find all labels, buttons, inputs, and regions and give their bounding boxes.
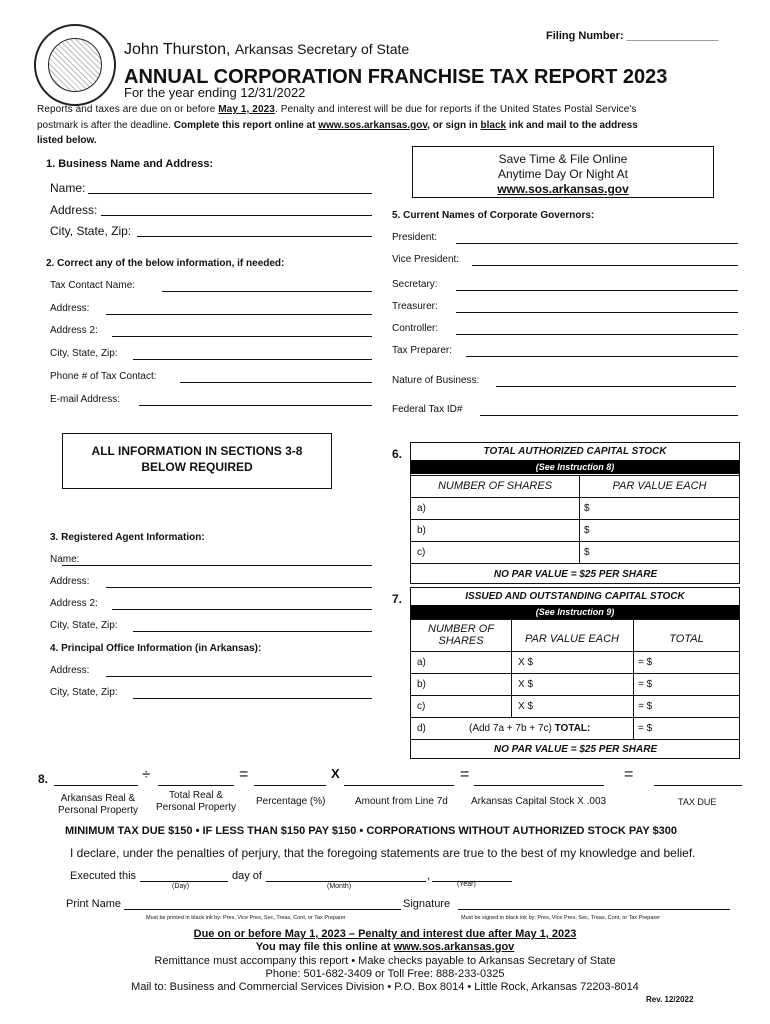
tax-contact-phone-label: Phone # of Tax Contact: [50,371,157,382]
tax-preparer-field[interactable] [466,356,738,357]
footer-due: Due on or before May 1, 2023 – Penalty and interest due after May 1, 2023 [193,928,577,940]
row-d-label: d) [417,723,426,734]
label-capital-stock: Arkansas Capital Stock X .003 [471,796,607,807]
line-7d-amount-field[interactable] [344,785,454,786]
tax-preparer-label: Tax Preparer: [392,345,453,356]
secretary-title: Arkansas Secretary of State [234,41,410,57]
business-name-field[interactable] [88,193,372,194]
nature-of-business-field[interactable] [496,386,736,387]
tax-contact-name-label: Tax Contact Name: [50,280,136,291]
print-name-field[interactable] [124,909,401,910]
executed-label: Executed this [70,870,137,882]
issued-no-par-note: NO PAR VALUE = $25 PER SHARE [411,739,740,759]
label-tax-due: TAX DUE [678,797,717,807]
total-property-field[interactable] [158,785,234,786]
intro-text: . Penalty and interest will be due for reports if the United States Postal Service's [274,104,637,115]
office-address-field[interactable] [106,676,372,677]
section8-number: 8. [38,772,49,786]
required-line-2: BELOW REQUIRED [141,460,253,474]
required-notice-box [62,433,332,489]
sign-note: Must be signed in black ink by: Pres, Vice Pres, Sec, Treas, Cont, or Tax Preparer [461,915,661,921]
agent-address-label: Address: [50,576,90,587]
row-d-eq[interactable]: = $ [638,723,653,734]
row-label: c) [417,547,426,558]
agent-city-field[interactable] [133,631,372,632]
day-of-label: day of [232,870,262,882]
col-number-of-shares: NUMBER OF SHARES [411,475,579,495]
nature-of-business-label: Nature of Business: [392,375,480,386]
sos-link[interactable]: www.sos.arkansas.gov [318,120,428,131]
label-ar-property [52,793,144,817]
tax-contact-address2-field[interactable] [112,336,372,337]
agent-name-label: Name: [50,554,80,565]
footer-online [0,941,770,953]
row-label: a) [417,657,426,668]
office-city-field[interactable] [133,698,372,699]
equals-dollar: = $ [638,679,653,690]
footer-phone: Phone: 501-682-3409 or Toll Free: 888-233-0325 [265,968,505,980]
business-city-field[interactable] [137,236,372,237]
president-field[interactable] [456,243,738,244]
label-line-7d: Amount from Line 7d [355,796,448,807]
state-seal [34,24,116,106]
footer-mail: Mail to: Business and Commercial Services Division • P.O. Box 8014 • Little Rock, Arkansas 72203-8014 [131,981,639,993]
label-ar-property-l1: Arkansas Real & [60,793,136,804]
authorized-stock-title: TOTAL AUTHORIZED CAPITAL STOCK [483,446,667,457]
tax-contact-phone-field[interactable] [180,382,372,383]
col-issued-total: TOTAL [633,619,740,649]
filing-number: Filing Number: _______________ [546,30,719,42]
tax-contact-city-field[interactable] [133,359,372,360]
agent-address-field[interactable] [106,587,372,588]
ar-property-field[interactable] [54,785,138,786]
label-percentage: Percentage (%) [256,796,326,807]
signature-label: Signature [403,898,451,910]
times-dollar: X $ [518,679,534,690]
tax-contact-email-field[interactable] [139,405,372,406]
controller-label: Controller: [392,323,439,334]
federal-tax-id-label: Federal Tax ID# [392,404,463,415]
label-total-property-l1: Total Real & [169,790,223,801]
section3-title: 3. Registered Agent Information: [50,532,205,543]
business-address-label: Address: [50,203,98,217]
tax-contact-city-label: City, State, Zip: [50,348,118,359]
issued-total-row [411,717,740,739]
col-issued-shares-line1: NUMBER OF [428,623,494,635]
secretary-field[interactable] [456,290,738,291]
business-city-label: City, State, Zip: [50,224,132,238]
section1-title: 1. Business Name and Address: [46,158,214,170]
tax-contact-address-label: Address: [50,303,90,314]
revision: Rev. 12/2022 [646,995,694,1004]
executed-month-field[interactable] [266,881,426,882]
equals-dollar: = $ [638,701,653,712]
equals-dollar: = $ [638,657,653,668]
footer-remit: Remittance must accompany this report • Make checks payable to Arkansas Secretary of State [154,955,616,967]
authorized-stock-row[interactable] [411,541,740,563]
times-dollar: X $ [518,701,534,712]
issued-stock-row[interactable] [411,695,740,717]
month-caption: (Month) [327,883,352,890]
agent-address2-field[interactable] [112,609,372,610]
tax-contact-name-field[interactable] [162,291,372,292]
online-filing-box [412,146,714,198]
agent-city-label: City, State, Zip: [50,620,118,631]
online-line-2: Anytime Day Or Night At [497,167,629,181]
issued-stock-instruction: (See Instruction 9) [411,605,739,619]
issued-stock-row[interactable] [411,673,740,695]
label-ar-property-l2: Personal Property [57,805,139,816]
tax-contact-address2-label: Address 2: [50,325,98,336]
vice-president-field[interactable] [472,265,738,266]
agent-address2-label: Address 2: [50,598,98,609]
equals-symbol: = [624,766,634,783]
section6-number: 6. [392,447,403,461]
authorized-no-par-note: NO PAR VALUE = $25 PER SHARE [411,563,740,584]
treasurer-field[interactable] [456,312,738,313]
year-ending: For the year ending 12/31/2022 [124,85,306,100]
intro-text: black [480,120,507,131]
section2-title: 2. Correct any of the below information, if needed: [46,258,285,269]
minimum-tax-note: MINIMUM TAX DUE $150 • IF LESS THAN $150 PAY $150 • CORPORATIONS WITHOUT AUTHORIZED STOCK PAY $300 [65,825,678,837]
signature-field[interactable] [458,909,730,910]
authorized-stock-row[interactable] [411,497,740,519]
declaration: I declare, under the penalties of perjury, that the foregoing statements are true to the best of my knowledge and belief. [70,846,696,860]
online-url[interactable]: www.sos.arkansas.gov [497,182,629,196]
row-d-formula: (Add 7a + 7b + 7c) [469,723,555,734]
federal-tax-id-field[interactable] [480,415,738,416]
intro-text: postmark is after the deadline. [37,120,174,131]
label-total-property-l2: Personal Property [155,802,237,813]
print-note: Must be printed in black ink by: Pres, Vice Pres, Sec, Treas, Cont, or Tax Preparer [146,915,346,921]
secretary-line [124,41,409,59]
tax-contact-address-field[interactable] [106,314,372,315]
divide-symbol: ÷ [142,766,151,783]
tax-due-field[interactable] [654,785,742,786]
footer-online-link[interactable]: www.sos.arkansas.gov [393,941,515,953]
row-d-total-label: TOTAL: [554,723,591,734]
intro-line-2 [37,120,638,131]
agent-name-field[interactable] [62,565,372,566]
secretary-label: Secretary: [392,279,438,290]
required-line-1: ALL INFORMATION IN SECTIONS 3-8 [91,444,303,458]
col-issued-shares-line2: SHARES [438,635,484,647]
intro-text: Reports and taxes are due on or before [37,104,219,115]
tax-contact-email-label: E-mail Address: [50,394,121,405]
issued-stock-title: ISSUED AND OUTSTANDING CAPITAL STOCK [465,591,685,602]
col-issued-shares [411,619,511,649]
business-address-field[interactable] [101,215,372,216]
year-caption: (Year) [457,881,476,888]
seal-emblem-icon [48,38,102,92]
intro-line-3: listed below. [37,135,97,146]
president-label: President: [392,232,438,243]
intro-text: , or sign in [427,120,481,131]
authorized-stock-row[interactable] [411,519,740,541]
dollar-sign: $ [584,547,590,558]
print-name-label: Print Name [66,898,122,910]
label-total-property [150,790,242,814]
controller-field[interactable] [456,334,738,335]
due-date: May 1, 2023 [218,104,275,115]
dollar-sign: $ [584,525,590,536]
dollar-sign: $ [584,503,590,514]
col-par-value: PAR VALUE EACH [579,475,740,495]
online-line-1: Save Time & File Online [498,152,628,166]
footer-online-text: You may file this online at [255,941,394,953]
section7-number: 7. [392,592,403,606]
section4-title: 4. Principal Office Information (in Arkansas): [50,643,262,654]
executed-day-field[interactable] [140,881,228,882]
percentage-field[interactable] [254,785,326,786]
vice-president-label: Vice President: [392,254,460,265]
row-label: b) [417,525,426,536]
times-dollar: X $ [518,657,534,668]
authorized-stock-table [410,442,740,584]
times-symbol: X [331,766,340,781]
business-name-label: Name: [50,181,86,195]
intro-line-1 [37,104,637,115]
row-label: a) [417,503,426,514]
intro-text: Complete this report online at [173,120,319,131]
section5-title: 5. Current Names of Corporate Governors: [392,210,595,221]
row-label: b) [417,679,426,690]
col-issued-par: PAR VALUE EACH [511,619,633,649]
row-d-text [469,718,590,740]
office-city-label: City, State, Zip: [50,687,118,698]
authorized-stock-instruction: (See Instruction 8) [411,460,739,474]
issued-stock-table [410,587,740,759]
treasurer-label: Treasurer: [392,301,438,312]
equals-symbol: = [239,766,249,783]
secretary-name: John Thurston, [124,41,231,58]
issued-stock-row[interactable] [411,651,740,673]
report-title: ANNUAL CORPORATION FRANCHISE TAX REPORT 2023 [124,66,668,88]
row-label: c) [417,701,426,712]
capital-stock-calc-field[interactable] [474,785,604,786]
day-caption: (Day) [172,883,190,890]
intro-text: ink and mail to the address [506,120,638,131]
equals-symbol: = [460,766,470,783]
comma: , [427,870,431,882]
office-address-label: Address: [50,665,90,676]
